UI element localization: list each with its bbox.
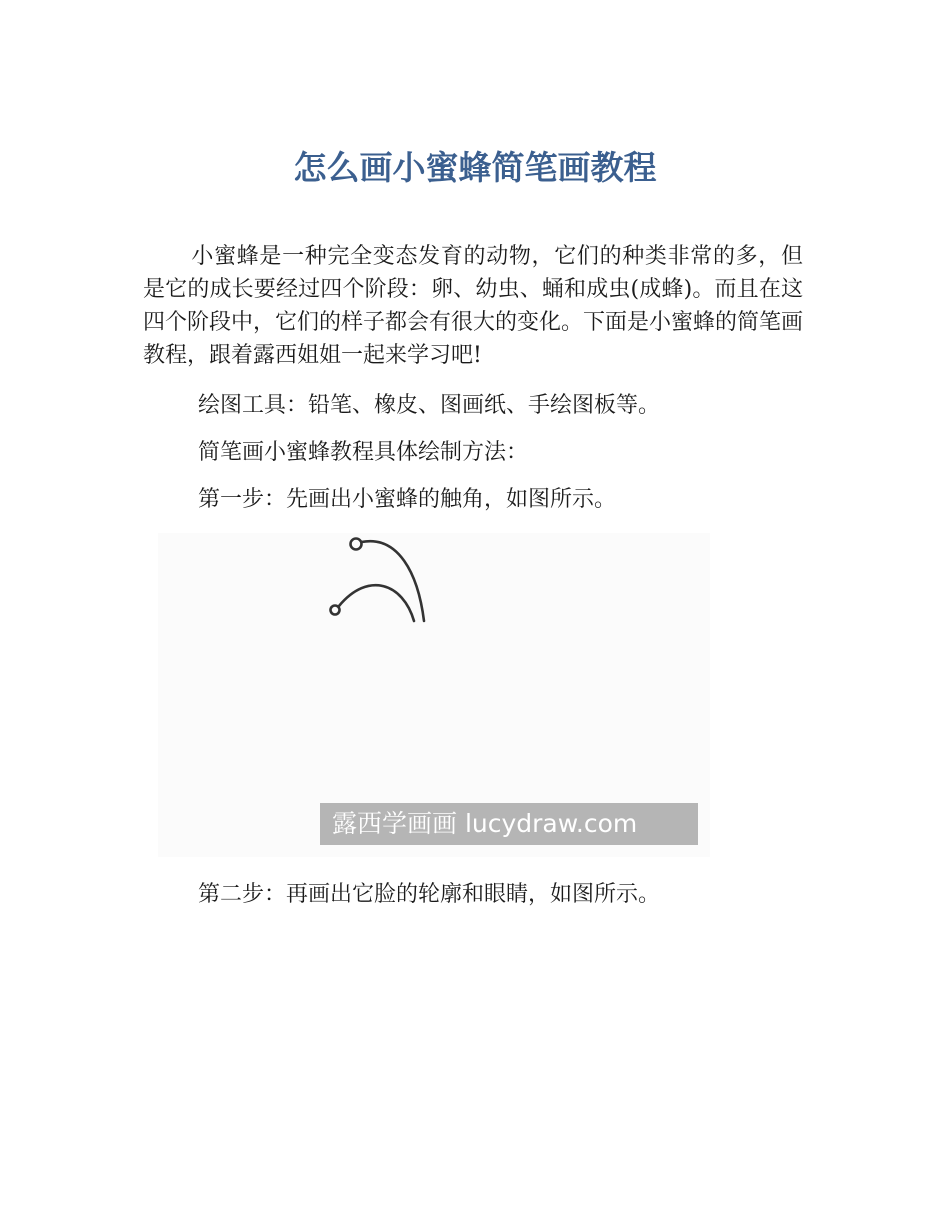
- step-1-figure: [158, 533, 710, 857]
- method-heading: 简笔画小蜜蜂教程具体绘制方法：: [198, 440, 529, 465]
- step-1-text: 第一步：先画出小蜜蜂的触角，如图所示。: [198, 487, 617, 512]
- intro-paragraph: 小蜜蜂是一种完全变态发育的动物，它们的种类非常的多，但是它的成长要经过四个阶段：卵、幼虫、蛹和成虫(成蜂)。而且在这四个阶段中，它们的样子都会有很大的变化。下面是小蜜蜂的简笔画教程，跟着露西姐姐一起来学习吧!: [143, 244, 804, 368]
- step-2-text: 第二步：再画出它脸的轮廓和眼睛，如图所示。: [198, 882, 661, 907]
- upper-antenna-tip: [351, 539, 362, 550]
- upper-antenna: [362, 541, 425, 621]
- watermark: 露西学画画 lucydraw.com: [320, 803, 698, 845]
- tools-line: 绘图工具：铅笔、橡皮、图画纸、手绘图板等。: [198, 393, 661, 418]
- lower-antenna: [339, 585, 414, 621]
- page-title: 怎么画小蜜蜂简笔画教程: [293, 148, 657, 187]
